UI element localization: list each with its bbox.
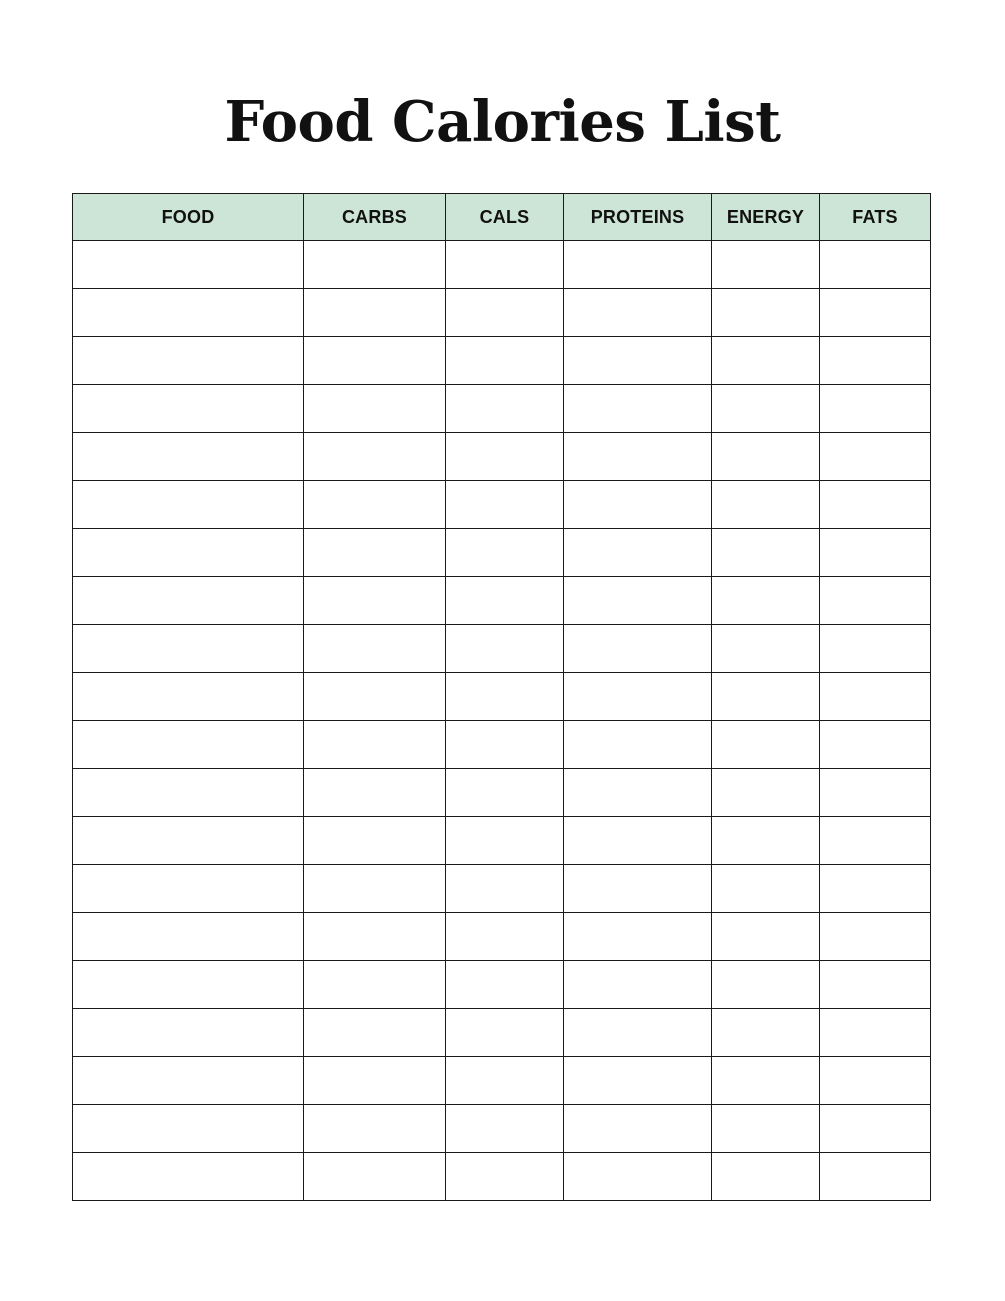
- entry-cell-carbs[interactable]: [304, 817, 446, 865]
- entry-cell-fats[interactable]: [820, 481, 931, 529]
- table-row: [73, 673, 931, 721]
- entry-cell-fats[interactable]: [820, 1153, 931, 1201]
- entry-cell-fats[interactable]: [820, 913, 931, 961]
- entry-cell-proteins[interactable]: [564, 481, 712, 529]
- entry-cell-food[interactable]: [73, 769, 304, 817]
- entry-cell-proteins[interactable]: [564, 1057, 712, 1105]
- entry-cell-proteins[interactable]: [564, 961, 712, 1009]
- entry-cell-fats[interactable]: [820, 241, 931, 289]
- entry-cell-cals[interactable]: [446, 529, 564, 577]
- entry-cell-energy[interactable]: [712, 865, 820, 913]
- entry-cell-cals[interactable]: [446, 289, 564, 337]
- entry-cell-carbs[interactable]: [304, 625, 446, 673]
- table-row: [73, 769, 931, 817]
- entry-cell-energy[interactable]: [712, 625, 820, 673]
- entry-cell-cals[interactable]: [446, 865, 564, 913]
- entry-cell-energy[interactable]: [712, 529, 820, 577]
- entry-cell-proteins[interactable]: [564, 721, 712, 769]
- entry-cell-fats[interactable]: [820, 1105, 931, 1153]
- entry-cell-fats[interactable]: [820, 817, 931, 865]
- entry-cell-energy[interactable]: [712, 433, 820, 481]
- entry-cell-carbs[interactable]: [304, 673, 446, 721]
- entry-cell-fats[interactable]: [820, 385, 931, 433]
- table-row: [73, 1105, 931, 1153]
- entry-cell-carbs[interactable]: [304, 769, 446, 817]
- table-row: [73, 577, 931, 625]
- entry-cell-food[interactable]: [73, 1057, 304, 1105]
- entry-cell-cals[interactable]: [446, 577, 564, 625]
- entry-cell-fats[interactable]: [820, 337, 931, 385]
- entry-cell-proteins[interactable]: [564, 1009, 712, 1057]
- column-header-cals: CALS: [446, 194, 564, 241]
- entry-cell-carbs[interactable]: [304, 433, 446, 481]
- table-row: [73, 817, 931, 865]
- entry-cell-food[interactable]: [73, 673, 304, 721]
- entry-cell-food[interactable]: [73, 337, 304, 385]
- entry-cell-food[interactable]: [73, 433, 304, 481]
- entry-cell-energy[interactable]: [712, 337, 820, 385]
- entry-cell-carbs[interactable]: [304, 1153, 446, 1201]
- entry-cell-proteins[interactable]: [564, 1105, 712, 1153]
- entry-cell-proteins[interactable]: [564, 337, 712, 385]
- entry-cell-proteins[interactable]: [564, 913, 712, 961]
- entry-cell-food[interactable]: [73, 577, 304, 625]
- entry-cell-cals[interactable]: [446, 961, 564, 1009]
- entry-cell-cals[interactable]: [446, 385, 564, 433]
- page-title: Food Calories List: [224, 89, 781, 155]
- entry-cell-food[interactable]: [73, 385, 304, 433]
- table-row: [73, 721, 931, 769]
- entry-cell-carbs[interactable]: [304, 913, 446, 961]
- entry-cell-fats[interactable]: [820, 1009, 931, 1057]
- entry-cell-energy[interactable]: [712, 913, 820, 961]
- entry-cell-cals[interactable]: [446, 241, 564, 289]
- entry-cell-fats[interactable]: [820, 1057, 931, 1105]
- entry-cell-proteins[interactable]: [564, 529, 712, 577]
- entry-cell-energy[interactable]: [712, 961, 820, 1009]
- entry-cell-energy[interactable]: [712, 1057, 820, 1105]
- table-row: [73, 481, 931, 529]
- entry-cell-carbs[interactable]: [304, 241, 446, 289]
- column-header-proteins: PROTEINS: [564, 194, 712, 241]
- entry-cell-energy[interactable]: [712, 1153, 820, 1201]
- entry-cell-proteins[interactable]: [564, 769, 712, 817]
- entry-cell-energy[interactable]: [712, 817, 820, 865]
- table-row: [73, 961, 931, 1009]
- entry-cell-proteins[interactable]: [564, 577, 712, 625]
- entry-cell-fats[interactable]: [820, 433, 931, 481]
- entry-cell-fats[interactable]: [820, 769, 931, 817]
- entry-cell-proteins[interactable]: [564, 673, 712, 721]
- entry-cell-energy[interactable]: [712, 1009, 820, 1057]
- entry-cell-energy[interactable]: [712, 577, 820, 625]
- entry-cell-food[interactable]: [73, 865, 304, 913]
- table-row: [73, 913, 931, 961]
- entry-cell-energy[interactable]: [712, 673, 820, 721]
- entry-cell-cals[interactable]: [446, 769, 564, 817]
- entry-cell-proteins[interactable]: [564, 625, 712, 673]
- column-header-fats: FATS: [820, 194, 931, 241]
- column-header-energy: ENERGY: [712, 194, 820, 241]
- entry-cell-cals[interactable]: [446, 1057, 564, 1105]
- entry-cell-carbs[interactable]: [304, 337, 446, 385]
- entry-cell-proteins[interactable]: [564, 817, 712, 865]
- entry-cell-proteins[interactable]: [564, 241, 712, 289]
- entry-cell-proteins[interactable]: [564, 385, 712, 433]
- entry-cell-cals[interactable]: [446, 721, 564, 769]
- entry-cell-cals[interactable]: [446, 673, 564, 721]
- entry-cell-energy[interactable]: [712, 1105, 820, 1153]
- entry-cell-carbs[interactable]: [304, 865, 446, 913]
- table-row: [73, 289, 931, 337]
- entry-cell-food[interactable]: [73, 817, 304, 865]
- entry-cell-food[interactable]: [73, 241, 304, 289]
- entry-cell-cals[interactable]: [446, 337, 564, 385]
- entry-cell-proteins[interactable]: [564, 865, 712, 913]
- table-row: [73, 337, 931, 385]
- entry-cell-food[interactable]: [73, 1153, 304, 1201]
- entry-cell-carbs[interactable]: [304, 385, 446, 433]
- table-row: [73, 433, 931, 481]
- entry-cell-food[interactable]: [73, 1009, 304, 1057]
- table-row: [73, 625, 931, 673]
- entry-cell-food[interactable]: [73, 721, 304, 769]
- entry-cell-carbs[interactable]: [304, 481, 446, 529]
- table-row: [73, 241, 931, 289]
- table-body: [73, 241, 931, 1201]
- entry-cell-cals[interactable]: [446, 1153, 564, 1201]
- entry-cell-cals[interactable]: [446, 433, 564, 481]
- table-row: [73, 529, 931, 577]
- entry-cell-food[interactable]: [73, 529, 304, 577]
- entry-cell-food[interactable]: [73, 913, 304, 961]
- entry-cell-cals[interactable]: [446, 817, 564, 865]
- entry-cell-proteins[interactable]: [564, 433, 712, 481]
- entry-cell-cals[interactable]: [446, 913, 564, 961]
- entry-cell-fats[interactable]: [820, 289, 931, 337]
- table-row: [73, 1153, 931, 1201]
- entry-cell-cals[interactable]: [446, 1105, 564, 1153]
- entry-cell-energy[interactable]: [712, 481, 820, 529]
- entry-cell-cals[interactable]: [446, 481, 564, 529]
- food-calories-table: [72, 193, 931, 1201]
- entry-cell-carbs[interactable]: [304, 1009, 446, 1057]
- entry-cell-carbs[interactable]: [304, 289, 446, 337]
- entry-cell-fats[interactable]: [820, 961, 931, 1009]
- entry-cell-energy[interactable]: [712, 385, 820, 433]
- entry-cell-cals[interactable]: [446, 1009, 564, 1057]
- entry-cell-carbs[interactable]: [304, 961, 446, 1009]
- entry-cell-fats[interactable]: [820, 529, 931, 577]
- entry-cell-fats[interactable]: [820, 721, 931, 769]
- entry-cell-carbs[interactable]: [304, 577, 446, 625]
- entry-cell-carbs[interactable]: [304, 1057, 446, 1105]
- entry-cell-food[interactable]: [73, 1105, 304, 1153]
- entry-cell-fats[interactable]: [820, 865, 931, 913]
- entry-cell-food[interactable]: [73, 625, 304, 673]
- column-header-carbs: CARBS: [304, 194, 446, 241]
- entry-cell-carbs[interactable]: [304, 529, 446, 577]
- entry-cell-carbs[interactable]: [304, 721, 446, 769]
- table-row: [73, 865, 931, 913]
- table-row: [73, 1057, 931, 1105]
- entry-cell-proteins[interactable]: [564, 289, 712, 337]
- entry-cell-energy[interactable]: [712, 241, 820, 289]
- entry-cell-food[interactable]: [73, 289, 304, 337]
- entry-cell-fats[interactable]: [820, 577, 931, 625]
- entry-cell-cals[interactable]: [446, 625, 564, 673]
- entry-cell-food[interactable]: [73, 961, 304, 1009]
- entry-cell-energy[interactable]: [712, 289, 820, 337]
- column-header-food: FOOD: [73, 194, 304, 241]
- entry-cell-food[interactable]: [73, 481, 304, 529]
- entry-cell-energy[interactable]: [712, 721, 820, 769]
- table-row: [73, 385, 931, 433]
- entry-cell-fats[interactable]: [820, 625, 931, 673]
- table-header-row: [73, 194, 931, 241]
- entry-cell-fats[interactable]: [820, 673, 931, 721]
- table-row: [73, 1009, 931, 1057]
- entry-cell-energy[interactable]: [712, 769, 820, 817]
- entry-cell-carbs[interactable]: [304, 1105, 446, 1153]
- entry-cell-proteins[interactable]: [564, 1153, 712, 1201]
